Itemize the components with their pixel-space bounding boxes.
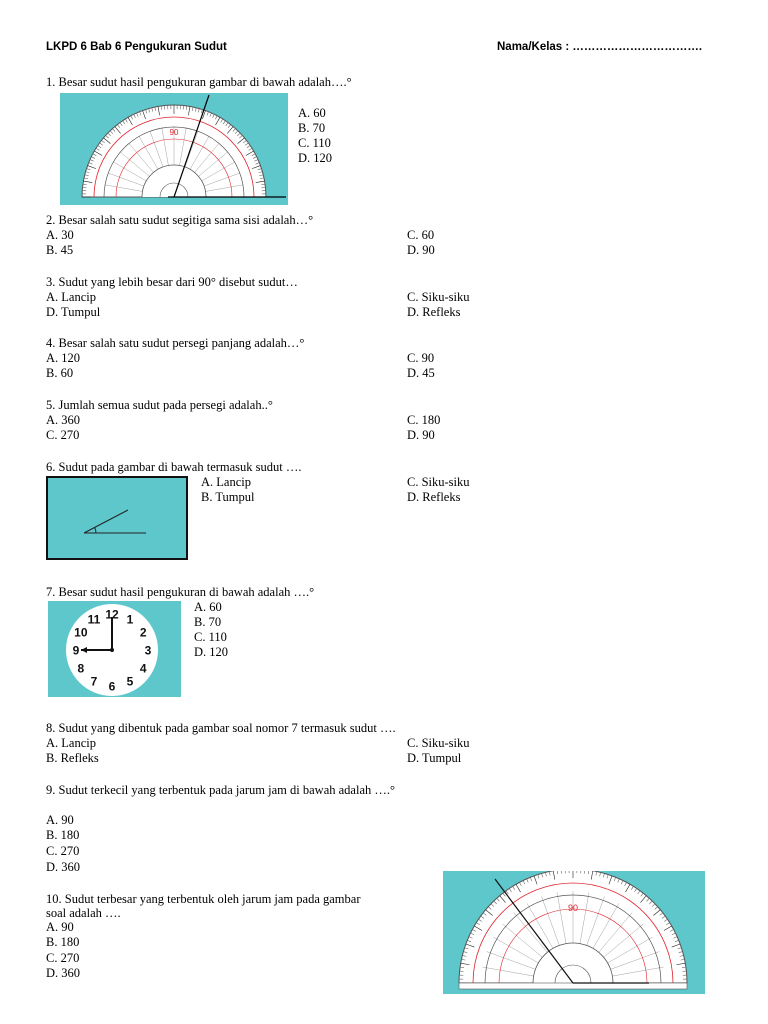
q4-option-c: C. 90 — [407, 351, 435, 365]
q5-option-d: D. 90 — [407, 428, 435, 442]
protractor-image — [60, 93, 288, 205]
q2-option-a: A. 30 — [46, 228, 74, 242]
q6-option-d: D. Refleks — [407, 490, 461, 504]
q4-option-d: D. 45 — [407, 366, 435, 380]
clock-numeral: 5 — [126, 674, 134, 689]
question-10-line-1: 10. Sudut terbesar yang terbentuk oleh jarum jam pada gambar — [46, 892, 361, 906]
q4-option-b: B. 60 — [46, 366, 74, 380]
q2-option-d: D. 90 — [407, 243, 435, 257]
q10-option-a: A. 90 — [46, 920, 74, 934]
q9-option-b: B. 180 — [46, 828, 80, 842]
q3-option-b: D. Tumpul — [46, 305, 101, 319]
q8-option-d: D. Tumpul — [407, 751, 462, 765]
protractor-figure-2 — [443, 871, 705, 994]
clock-numeral: 7 — [90, 674, 98, 689]
q9-option-a: A. 90 — [46, 813, 74, 827]
clock-image — [48, 601, 181, 697]
protractor-figure-1 — [60, 93, 288, 205]
q10-option-c: C. 270 — [46, 951, 80, 965]
clock-numeral: 3 — [144, 643, 152, 658]
q1-option-b: B. 70 — [298, 121, 326, 135]
question-7: 7. Besar sudut hasil pengukuran di bawah adalah ….° — [46, 585, 315, 599]
clock-numeral: 8 — [77, 661, 85, 676]
protractor-90-label: 90 — [169, 128, 179, 137]
clock-numeral: 2 — [139, 625, 147, 640]
q7-option-c: C. 110 — [194, 630, 227, 644]
question-1: 1. Besar sudut hasil pengukuran gambar di bawah adalah….° — [46, 75, 352, 89]
protractor-image — [443, 871, 705, 994]
q4-option-a: A. 120 — [46, 351, 81, 365]
q7-option-a: A. 60 — [194, 600, 222, 614]
q9-option-c: C. 270 — [46, 844, 80, 858]
q7-option-d: D. 120 — [194, 645, 229, 659]
q2-option-c: C. 60 — [407, 228, 435, 242]
protractor-90-label: 90 — [567, 903, 579, 913]
q5-option-b: C. 270 — [46, 428, 80, 442]
q7-option-b: B. 70 — [194, 615, 222, 629]
question-3: 3. Sudut yang lebih besar dari 90° disebut sudut… — [46, 275, 298, 289]
q6-option-b: B. Tumpul — [201, 490, 255, 504]
question-6: 6. Sudut pada gambar di bawah termasuk sudut …. — [46, 460, 302, 474]
q3-option-a: A. Lancip — [46, 290, 96, 304]
question-10-line-2: soal adalah …. — [46, 906, 121, 920]
q6-option-a: A. Lancip — [201, 475, 251, 489]
name-class-field: Nama/Kelas : ……………………………. — [497, 41, 703, 53]
q8-option-c: C. Siku-siku — [407, 736, 470, 750]
acute-angle-image — [48, 478, 186, 558]
q8-option-a: A. Lancip — [46, 736, 96, 750]
question-8: 8. Sudut yang dibentuk pada gambar soal nomor 7 termasuk sudut …. — [46, 721, 396, 735]
clock-figure — [48, 601, 181, 697]
clock-numeral: 6 — [108, 679, 116, 694]
clock-numeral: 10 — [74, 625, 88, 640]
worksheet-title: LKPD 6 Bab 6 Pengukuran Sudut — [46, 41, 227, 53]
q6-option-c: C. Siku-siku — [407, 475, 470, 489]
clock-numeral: 1 — [126, 612, 134, 627]
q3-option-c: C. Siku-siku — [407, 290, 470, 304]
clock-numeral: 11 — [87, 612, 101, 627]
q1-option-c: C. 110 — [298, 136, 331, 150]
question-2: 2. Besar salah satu sudut segitiga sama sisi adalah…° — [46, 213, 314, 227]
q5-option-c: C. 180 — [407, 413, 441, 427]
question-9: 9. Sudut terkecil yang terbentuk pada jarum jam di bawah adalah ….° — [46, 783, 395, 797]
q8-option-b: B. Refleks — [46, 751, 99, 765]
q2-option-b: B. 45 — [46, 243, 74, 257]
question-5: 5. Jumlah semua sudut pada persegi adalah..° — [46, 398, 273, 412]
clock-numeral: 12 — [105, 607, 119, 622]
question-4: 4. Besar salah satu sudut persegi panjang adalah…° — [46, 336, 305, 350]
q1-option-a: A. 60 — [298, 106, 326, 120]
q10-option-b: B. 180 — [46, 935, 80, 949]
clock-numeral: 4 — [139, 661, 147, 676]
q10-option-d: D. 360 — [46, 966, 81, 980]
clock-numeral: 9 — [72, 643, 80, 658]
q5-option-a: A. 360 — [46, 413, 81, 427]
q3-option-d: D. Refleks — [407, 305, 461, 319]
q1-option-d: D. 120 — [298, 151, 333, 165]
q9-option-d: D. 360 — [46, 860, 81, 874]
acute-angle-figure — [46, 476, 188, 560]
